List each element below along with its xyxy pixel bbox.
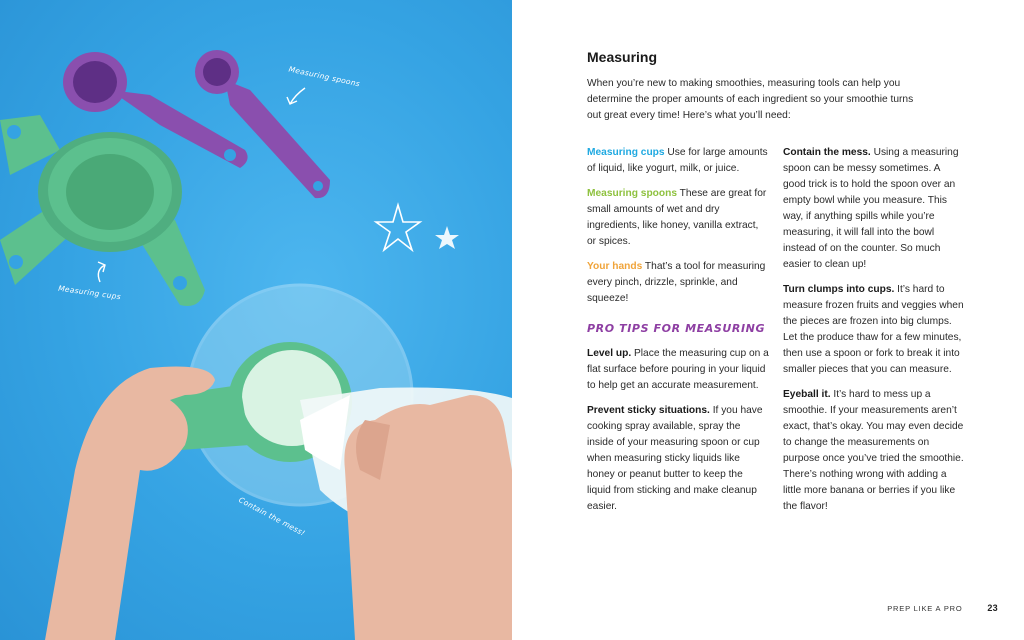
tip-eyeball-it xyxy=(783,387,965,515)
tip-contain-mess xyxy=(783,145,965,273)
tip-clumps-into-cups xyxy=(783,282,965,378)
tip-heading: Prevent sticky situations. xyxy=(587,405,710,416)
label-measuring-spoons: Measuring spoons xyxy=(287,64,361,89)
tool-name: Measuring spoons xyxy=(587,188,678,199)
tip-heading: Turn clumps into cups. xyxy=(783,284,895,295)
tip-text: It’s hard to measure frozen fruits and veggies when the pieces are frozen into big clumps. Let the produce thaw for a few minutes, then use a spoon or fork to break it into smaller pieces that you can measure. xyxy=(783,284,964,375)
tip-heading: Contain the mess. xyxy=(783,147,871,158)
tip-heading: Eyeball it. xyxy=(783,389,831,400)
tip-text: Using a measuring spoon can be messy sometimes. A good trick is to hold the spoon over an empty bowl while you measure. This way, if anything spills while you’re measuring, it will fall into the bowl instead of on the counter. So much easier to clean up! xyxy=(783,147,959,270)
tool-your-hands xyxy=(587,259,769,307)
intro-paragraph: When you’re new to making smoothies, measuring tools can help you determine the proper amounts of each ingredient so your smoothie turns out great every time! Here’s what you’ll need: xyxy=(587,78,914,121)
footer-section-title: PREP LIKE A PRO xyxy=(887,604,963,613)
tool-description: That’s a tool for measuring every pinch, drizzle, sprinkle, and squeeze! xyxy=(587,261,766,304)
page-footer xyxy=(887,603,998,613)
measuring-cups-stack xyxy=(0,115,205,306)
tool-description: These are great for small amounts of wet and dry ingredients, like honey, vanilla extract, or spices. xyxy=(587,188,767,247)
tip-level-up xyxy=(587,346,769,394)
star-doodles xyxy=(376,205,459,250)
label-measuring-cups: Measuring cups xyxy=(57,283,122,302)
left-column xyxy=(587,145,769,524)
tip-text: It’s hard to mess up a smoothie. If your measurements aren’t exact, that’s okay. You may even decide to change the measurements on purpose once you’ve tried the smoothie. There’s nothing wrong with adding a little more banana or berries if you like the flavor! xyxy=(783,389,964,512)
page-title: Measuring xyxy=(587,49,658,65)
text-page xyxy=(512,0,1024,640)
tip-heading: Level up. xyxy=(587,348,632,359)
pro-tips-heading: PRO TIPS FOR MEASURING xyxy=(587,322,766,335)
tool-description: Use for large amounts of liquid, like yogurt, milk, or juice. xyxy=(587,147,768,174)
tool-measuring-cups xyxy=(587,145,769,177)
tool-name: Measuring cups xyxy=(587,147,665,158)
tip-text: Place the measuring cup on a flat surface before pouring in your liquid to help get an accurate measurement. xyxy=(587,348,769,391)
right-column xyxy=(783,145,965,524)
page-number: 23 xyxy=(987,603,998,613)
tip-prevent-sticky xyxy=(587,403,769,515)
tool-name: Your hands xyxy=(587,261,643,272)
label-contain-the-mess: Contain the mess! xyxy=(237,495,307,538)
tool-measuring-spoons xyxy=(587,186,769,250)
tip-text: If you have cooking spray available, spray the inside of your measuring spoon or cup when measuring sticky liquids like honey or peanut butter to keep the liquid from sticking and make cleanup easier. xyxy=(587,405,763,512)
